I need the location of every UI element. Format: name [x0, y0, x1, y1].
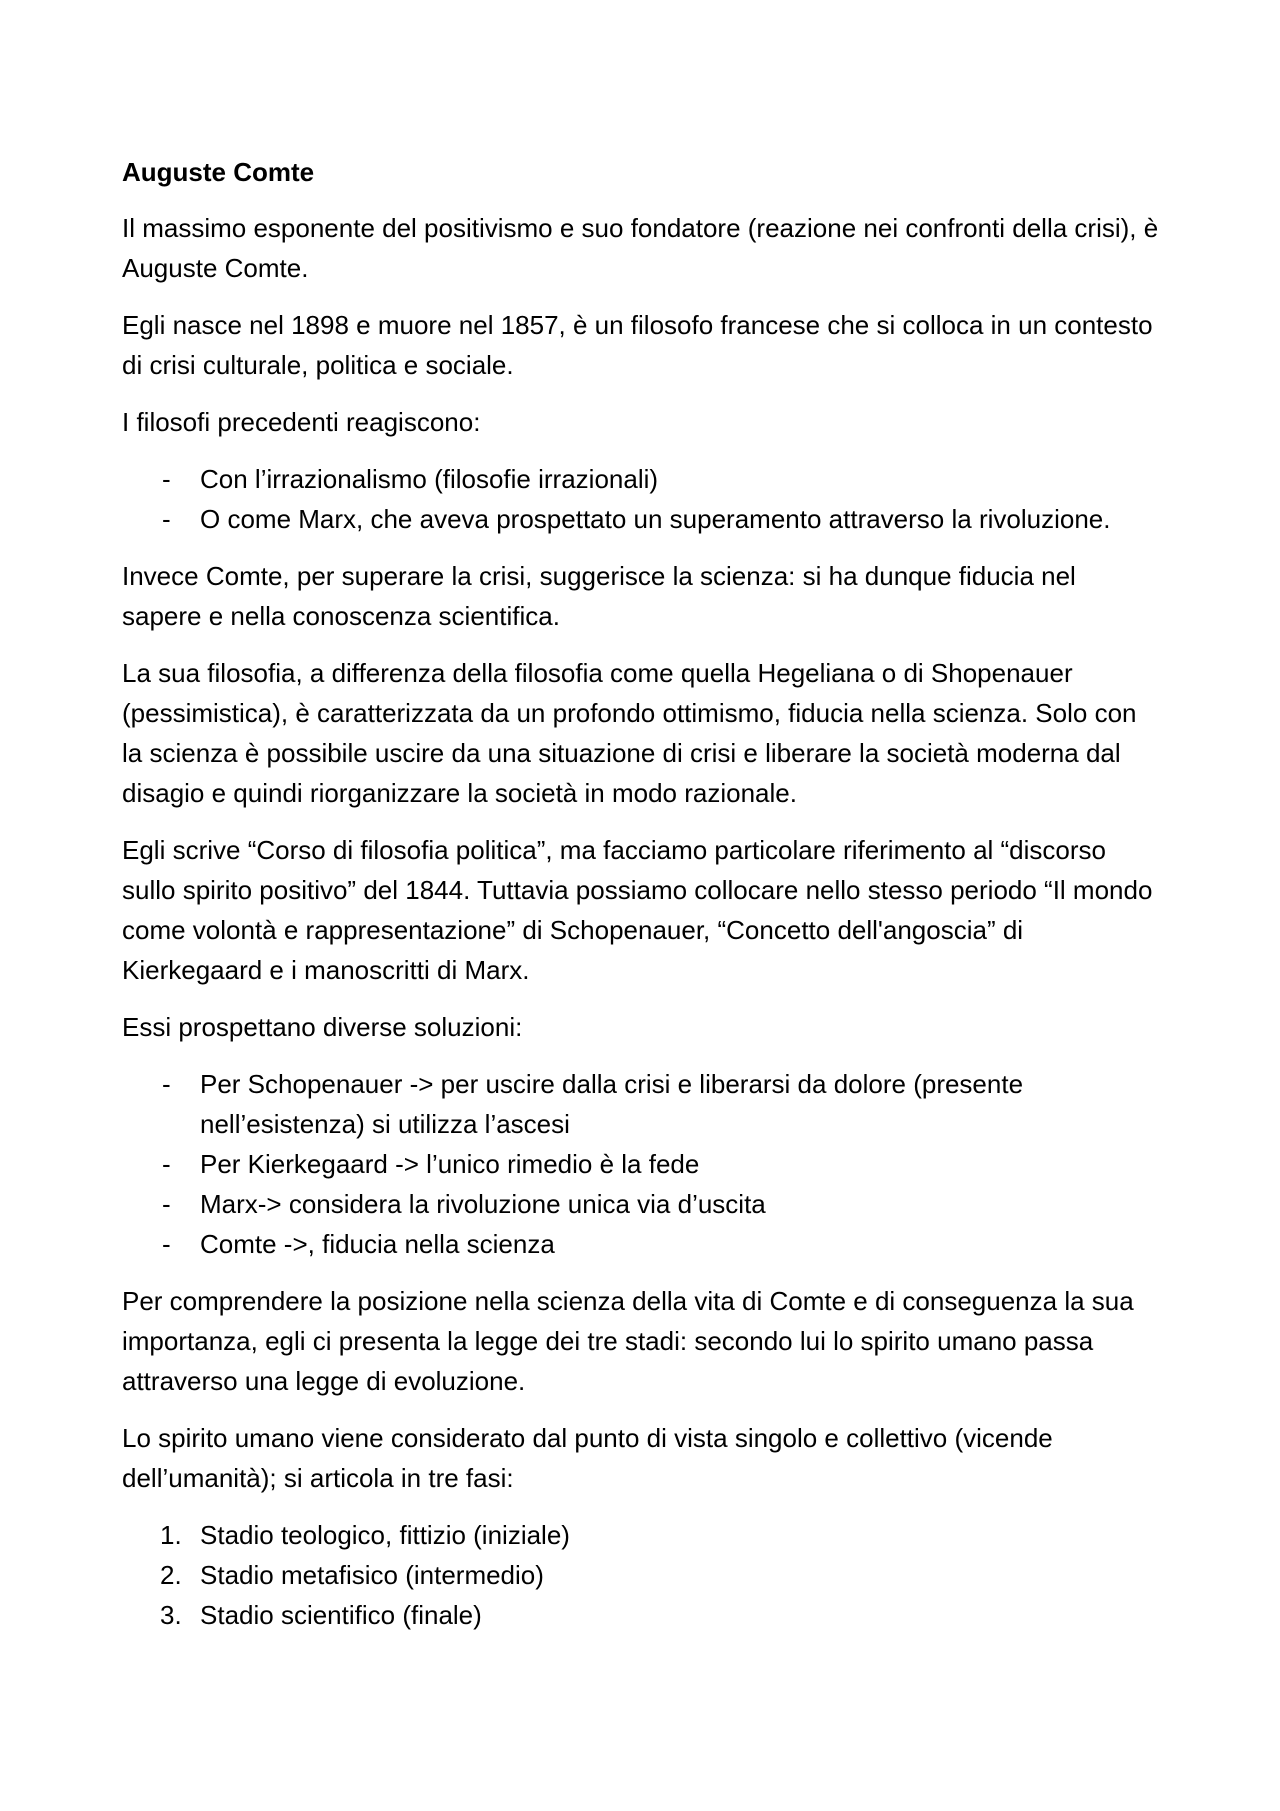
list-marker: 2. — [160, 1560, 182, 1590]
list-item-text: Comte ->, fiducia nella scienza — [200, 1229, 555, 1259]
list-stages — [122, 1515, 1162, 1635]
list-item — [122, 1144, 1162, 1184]
paragraph-three-stages-law: Per comprendere la posizione nella scienza della vita di Comte e di conseguenza la sua importanza, egli ci presenta la legge dei tre stadi: secondo lui lo spirito umano passa attraverso una legge di evoluzione. — [122, 1286, 1134, 1396]
list-item-text: Stadio teologico, fittizio (iniziale) — [200, 1520, 570, 1550]
list-item-text: Stadio scientifico (finale) — [200, 1600, 482, 1630]
paragraph-optimism: La sua filosofia, a differenza della filosofia come quella Hegeliana o di Shopenauer (pessimistica), è caratterizzata da un profondo ottimismo, fiducia nella scienza. Solo con la scienza è possibile uscire da una situazione di crisi e liberare la società moderna dal disagio e quindi riorganizzare la società in modo razionale. — [122, 658, 1137, 808]
list-item — [122, 1555, 1162, 1595]
list-item — [122, 1224, 1162, 1264]
list-item — [122, 1515, 1162, 1555]
paragraph-previous-philosophers: I filosofi precedenti reagiscono: — [122, 407, 481, 437]
paragraph-human-spirit: Lo spirito umano viene considerato dal punto di vista singolo e collettivo (vicende dell’umanità); si articola in tre fasi: — [122, 1423, 1053, 1493]
list-marker: 1. — [160, 1520, 182, 1550]
list-marker: 3. — [160, 1600, 182, 1630]
paragraph-works: Egli scrive “Corso di filosofia politica”, ma facciamo particolare riferimento al “discorso sullo spirito positivo” del 1844. Tuttavia possiamo collocare nello stesso periodo “Il mondo come volontà e rappresentazione” di Schopenauer, “Concetto dell'angoscia” di Kierkegaard e i manoscritti di Marx. — [122, 835, 1153, 985]
list-item-text: Marx-> considera la rivoluzione unica via d’uscita — [200, 1189, 766, 1219]
list-marker: - — [162, 1189, 171, 1219]
list-item — [122, 1184, 1162, 1224]
list-item-text: Per Kierkegaard -> l’unico rimedio è la fede — [200, 1149, 700, 1179]
paragraph-intro: Il massimo esponente del positivismo e suo fondatore (reazione nei confronti della crisi), è Auguste Comte. — [122, 213, 1159, 283]
paragraph-solutions-intro: Essi prospettano diverse soluzioni: — [122, 1012, 523, 1042]
list-reactions — [122, 459, 1162, 539]
list-item — [122, 1064, 1162, 1144]
document-body — [122, 152, 1162, 1652]
list-solutions — [122, 1064, 1162, 1264]
list-marker: - — [162, 1069, 171, 1099]
list-marker: - — [162, 464, 171, 494]
list-item — [122, 499, 1162, 539]
list-item-text: Stadio metafisico (intermedio) — [200, 1560, 544, 1590]
document-title: Auguste Comte — [122, 157, 315, 187]
list-item — [122, 459, 1162, 499]
list-item — [122, 1595, 1162, 1635]
list-item-text: O come Marx, che aveva prospettato un superamento attraverso la rivoluzione. — [200, 504, 1111, 534]
paragraph-biography: Egli nasce nel 1898 e muore nel 1857, è un filosofo francese che si colloca in un contesto di crisi culturale, politica e sociale. — [122, 310, 1153, 380]
list-marker: - — [162, 504, 171, 534]
list-marker: - — [162, 1229, 171, 1259]
paragraph-science: Invece Comte, per superare la crisi, suggerisce la scienza: si ha dunque fiducia nel sapere e nella conoscenza scientifica. — [122, 561, 1076, 631]
list-marker: - — [162, 1149, 171, 1179]
list-item-text: Per Schopenauer -> per uscire dalla crisi e liberarsi da dolore (presente nell’esistenza) si utilizza l’ascesi — [200, 1069, 1024, 1139]
list-item-text: Con l’irrazionalismo (filosofie irrazionali) — [200, 464, 659, 494]
